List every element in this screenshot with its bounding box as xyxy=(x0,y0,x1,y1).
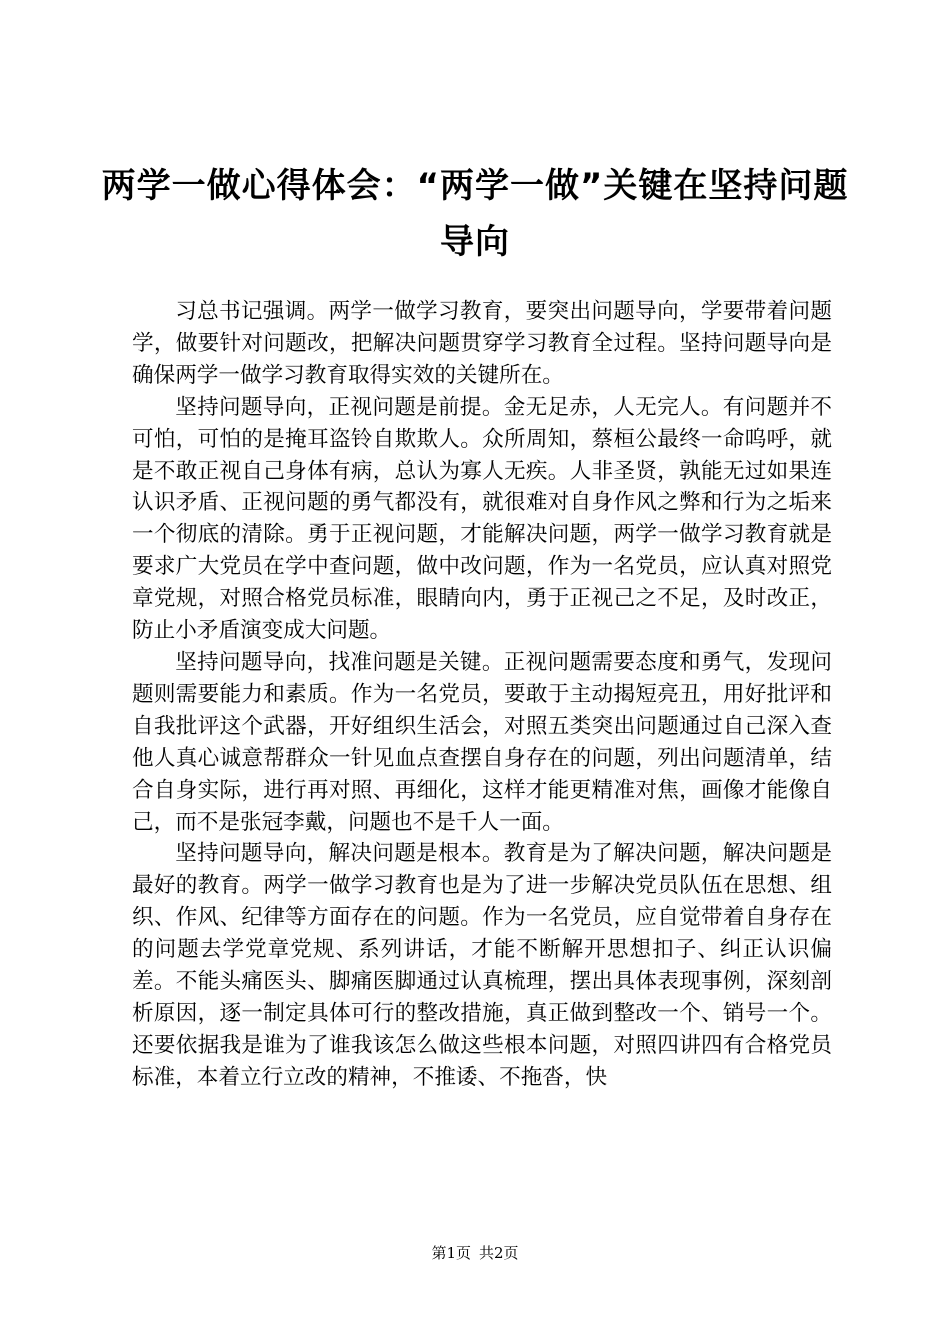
document-title: 两学一做心得体会：“两学一做”关键在坚持问题导向 xyxy=(101,166,849,262)
document-body xyxy=(132,296,832,1094)
page-footer xyxy=(0,1242,950,1264)
paragraph: 习总书记强调。两学一做学习教育，要突出问题导向，学要带着问题学，做要针对问题改，把解决问题贯穿学习教育全过程。坚持问题导向是确保两学一做学习教育取得实效的关键所在。 xyxy=(132,299,832,388)
paragraph: 坚持问题导向，找准问题是关键。正视问题需要态度和勇气，发现问题则需要能力和素质。作为一名党员，要敢于主动揭短亮丑，用好批评和自我批评这个武器，开好组织生活会，对照五类突出问题通过自己深入查他人真心诚意帮群众一针见血点查摆自身存在的问题，列出问题清单，结合自身实际，进行再对照、再细化，这样才能更精准对焦，画像才能像自己，而不是张冠李戴，问题也不是千人一面。 xyxy=(132,649,832,835)
page-total: 共2页 xyxy=(479,1244,519,1262)
paragraph: 坚持问题导向，解决问题是根本。教育是为了解决问题，解决问题是最好的教育。两学一做学习教育也是为了进一步解决党员队伍在思想、组织、作风、纪律等方面存在的问题。作为一名党员，应自觉带着自身存在的问题去学党章党规、系列讲话，才能不断解开思想扣子、纠正认识偏差。不能头痛医头、脚痛医脚通过认真梳理，摆出具体表现事例，深刻剖析原因，逐一制定具体可行的整改措施，真正做到整改一个、销号一个。还要依据我是谁为了谁我该怎么做这些根本问题，对照四讲四有合格党员标准，本着立行立改的精神，不推诿、不拖沓，快 xyxy=(132,841,832,1090)
paragraph: 坚持问题导向，正视问题是前提。金无足赤，人无完人。有问题并不可怕，可怕的是掩耳盗铃自欺欺人。众所周知，蔡桓公最终一命呜呼，就是不敢正视自己身体有病，总认为寡人无疾。人非圣贤，孰能无过如果连认识矛盾、正视问题的勇气都没有，就很难对自身作风之弊和行为之垢来一个彻底的清除。勇于正视问题，才能解决问题，两学一做学习教育就是要求广大党员在学中查问题，做中改问题，作为一名党员，应认真对照党章党规，对照合格党员标准，眼睛向内，勇于正视己之不足，及时改正，防止小矛盾演变成大问题。 xyxy=(132,394,832,644)
page-number: 第1页 xyxy=(431,1244,471,1262)
